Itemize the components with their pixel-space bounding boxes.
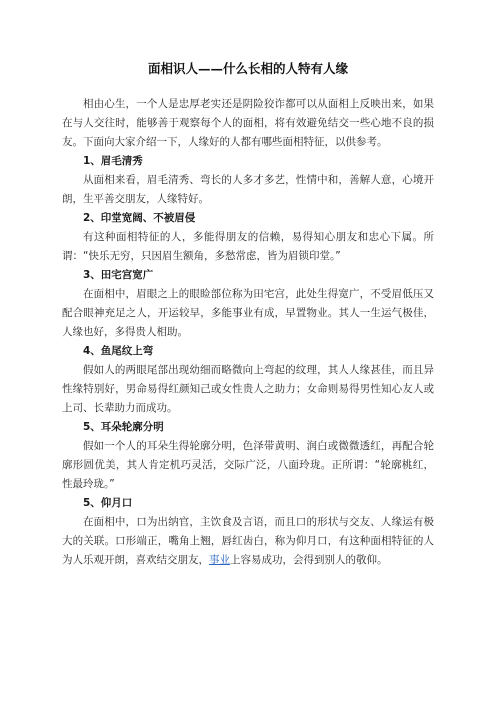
section-heading-mouth: 5、仰月口 xyxy=(83,497,133,509)
section-heading-forehead: 2、印堂宽阔、不被眉侵 xyxy=(83,212,196,224)
mouth-text-before-link: 在面相中，口为出纳官，主饮食及言语，而且口的形状与交友、人缘运有极大的关联。口形端正，嘴角上翘，唇红齿白，称为仰月口，有这种面相特征的人为人乐观开朗，喜欢结交朋友， xyxy=(62,516,434,566)
section-heading-eyebrows: 1、眉毛清秀 xyxy=(83,155,143,167)
section-text-ears: 假如一个人的耳朵生得轮廓分明，色泽带黄明、润白或微微透红，再配合轮廓形圆优美，其人肯定机巧灵活，交际广泛，八面玲珑。正所谓：“轮廓桃红，性最玲珑。” xyxy=(62,440,434,490)
section-text-crowfeet: 假如人的两眼尾部出现幼细而略微向上弯起的纹理，其人人缘甚佳，而且异性缘特别好，男命易得红颜知己或女性贵人之助力；女命则易得男性知心友人或上司、长辈助力而成功。 xyxy=(62,364,434,414)
section-text-mouth xyxy=(62,513,434,570)
section-text-forehead: 有这种面相特征的人，多能得朋友的信赖，易得知心朋友和忠心下属。所谓：“快乐无穷，只因眉生额角，多愁常虑，皆为眉锁印堂。” xyxy=(62,231,434,262)
section-text-tianzhai: 在面相中，眉眼之上的眼睑部位称为田宅宫，此处生得宽广，不受眉低压又配合眼神充足之人，开运较早，多能事业有成，早置物业。其人一生运气极佳，人缘也好，多得贵人相助。 xyxy=(62,288,434,338)
mouth-text-after-link: 上容易成功，会得到别人的敬仰。 xyxy=(230,554,388,566)
section-heading-tianzhai: 3、田宅宫宽广 xyxy=(83,269,154,281)
section-heading-ears: 5、耳朵轮廓分明 xyxy=(83,421,164,433)
intro-paragraph: 相由心生，一个人是忠厚老实还是阴险狡诈都可以从面相上反映出来，如果在与人交往时，能够善于观察每个人的面相，将有效避免结交一些心地不良的损友。下面向大家介绍一下，人缘好的人都有哪些面相特征，以供参考。 xyxy=(62,98,434,148)
page-title: 面相识人——什么长相的人特有人缘 xyxy=(147,61,348,76)
section-heading-crowfeet: 4、鱼尾纹上弯 xyxy=(83,345,154,357)
section-text-eyebrows: 从面相来看，眉毛清秀、弯长的人多才多艺，性情中和，善解人意，心境开朗，生平善交朋友，人缘特好。 xyxy=(62,174,434,205)
career-link[interactable]: 事业 xyxy=(209,554,230,566)
